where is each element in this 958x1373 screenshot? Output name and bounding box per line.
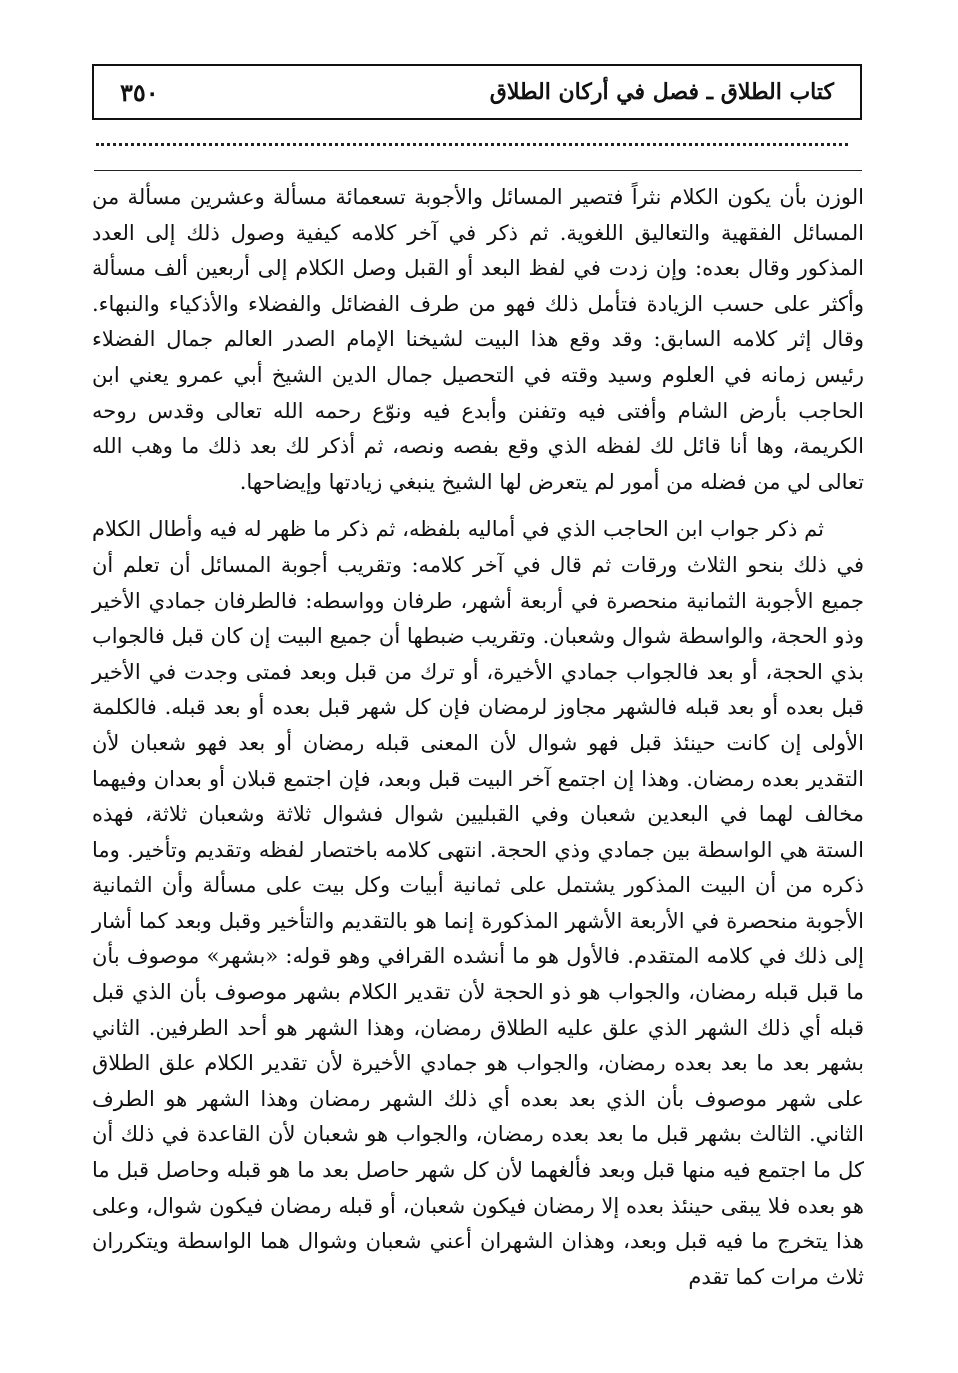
running-header: [92, 64, 862, 120]
page-number: ٣٥٠: [120, 77, 159, 107]
paragraph: الوزن بأن يكون الكلام نثراً فتصير المسائل والأجوبة تسعمائة مسألة وعشرين مسألة من المسائل الفقهية والتعاليق اللغوية. ثم ذكر في آخر كلامه كيفية وصول ذلك إلى العدد المذكور وقال بعده: وإن زدت في لفظ البعد أو القبل وصل الكلام إلى أربعين ألف مسألة وأكثر على حسب الزيادة فتأمل ذلك فهو من طرف الفضائل والفضلاء والأذكياء والنبهاء. وقال إثر كلامه السابق: وقد وقع هذا البيت لشيخنا الإمام الصدر العالم جمال الفضلاء رئيس زمانه في العلوم وسيد وقته في التحصيل جمال الدين الشيخ أبي عمرو يعني ابن الحاجب بأرض الشام وأفتى فيه وتفنن وأبدع فيه ونوّع رحمه الله تعالى وقدس روحه الكريمة، وها أنا قائل لك لفظه الذي وقع بفصه ونصه، ثم أذكر لك بعد ذلك ما وهب الله تعالى لي من فضله من أمور لم يتعرض لها الشيخ ينبغي زيادتها وإيضاحها.: [92, 185, 864, 494]
body-text: [92, 180, 864, 1295]
running-title: كتاب الطلاق ـ فصل في أركان الطلاق: [489, 79, 834, 105]
solid-divider: [94, 170, 862, 171]
paragraph: ثم ذكر جواب ابن الحاجب الذي في أماليه بلفظه، ثم ذكر ما ظهر له فيه وأطال الكلام في ذلك بنحو الثلاث ورقات ثم قال في آخر كلامه: وتقريب أجوبة المسائل أن تعلم أن جميع الأجوبة الثمانية منحصرة في أربعة أشهر، طرفان وواسطه: فالطرفان جمادي الأخير وذو الحجة، والواسطة شوال وشعبان. وتقريب ضبطها أن جميع البيت إن كان قبل فالجواب بذي الحجة، أو بعد فالجواب جمادي الأخيرة، أو ترك من قبل وبعد فمتى وجدت في الأخير قبل بعده أو بعد قبله فالشهر مجاوز لرمضان فإن كل شهر قبل بعده أو بعد قبله. فالكلمة الأولى إن كانت حينئذ قبل فهو شوال لأن المعنى قبله رمضان أو بعد فهو شعبان لأن التقدير بعده رمضان. وهذا إن اجتمع آخر البيت قبل وبعد، فإن اجتمع قبلان أو بعدان وفيهما مخالف لهما في البعدين شعبان وفي القبليين شوال فشوال ثلاثة وشعبان ثلاثة، فهذه الستة هي الواسطة بين جمادي وذي الحجة. انتهى كلامه باختصار لفظه وتقديم وتأخير. وما ذكره من أن البيت المذكور يشتمل على ثمانية أبيات وكل بيت على مسألة وأن الثمانية الأجوبة منحصرة في الأربعة الأشهر المذكورة إنما هو بالتقديم والتأخير وقبل وبعد كما أشار إلى ذلك في كلامه المتقدم. فالأول هو ما أنشده القرافي وهو قوله: «بشهر» موصوف بأن ما قبل قبله رمضان، والجواب هو ذو الحجة لأن تقدير الكلام بشهر موصوف بأن الذي قبل قبله أي ذلك الشهر الذي علق عليه الطلاق رمضان، وهذا الشهر هو أحد الطرفين. الثاني بشهر بعد ما بعد بعده رمضان، والجواب هو جمادي الأخيرة لأن تقدير الكلام علق الطلاق على شهر موصوف بأن الذي بعد بعده أي ذلك الشهر رمضان وهذا الشهر هو الطرف الثاني. الثالث بشهر قبل ما بعد بعده رمضان، والجواب هو شعبان لأن القاعدة في ذلك أن كل ما اجتمع فيه منها قبل وبعد فألغهما لأن كل شهر حاصل بعد ما هو قبله وحاصل قبل ما هو بعده فلا يبقى حينئذ بعده إلا رمضان فيكون شعبان، أو قبله رمضان فيكون شوال، وعلى هذا يتخرج ما فيه قبل وبعد، وهذان الشهران أعني شعبان وشوال هما الواسطة ويتكرران ثلاث مرات كما تقدم: [92, 517, 864, 1289]
dotted-divider: [96, 143, 848, 146]
